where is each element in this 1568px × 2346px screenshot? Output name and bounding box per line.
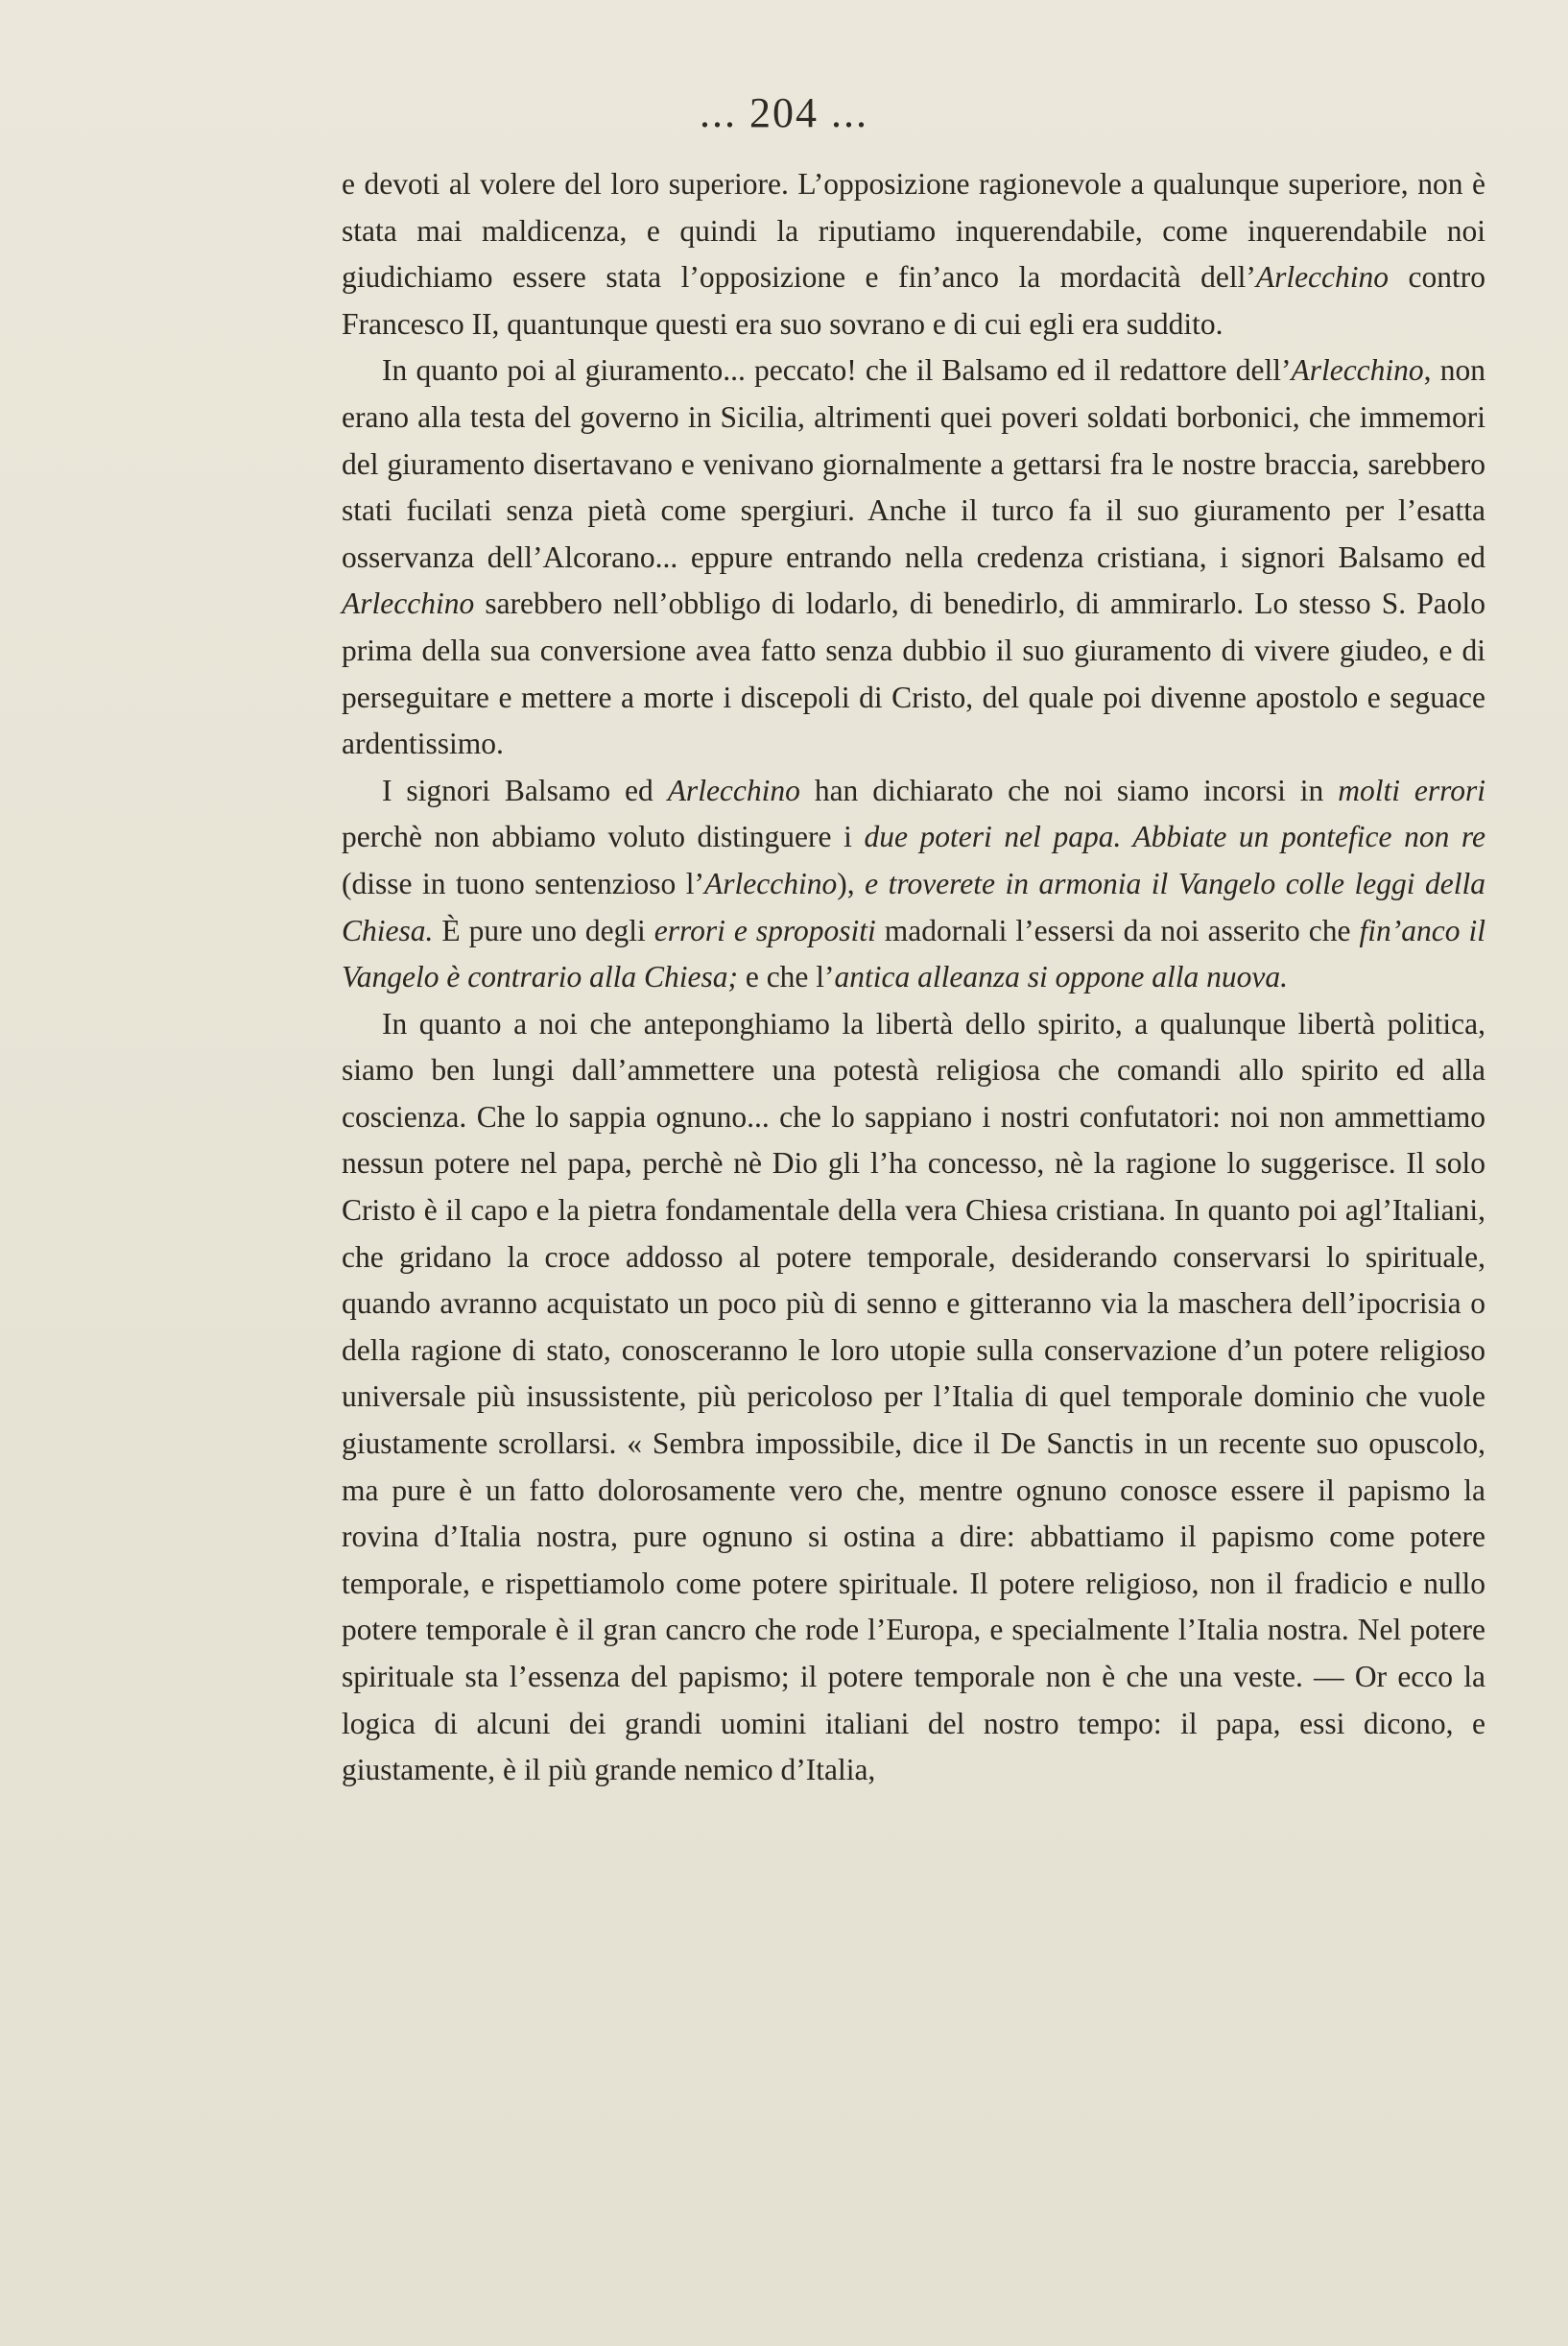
italic-text: errori e spropositi [653, 913, 876, 947]
text-run: I signori Balsamo ed [382, 773, 668, 807]
italic-text: Arlecchino [1255, 260, 1390, 295]
text-run: È pure uno degli [433, 913, 654, 947]
italic-text: molti errori [1338, 773, 1485, 807]
text-run: contro Francesco II, quantunque questi era suo sovrano e di cui egli era suddito. [342, 260, 1485, 341]
text-run: , non erano alla testa del governo in Sicilia, altrimenti quei poveri soldati borbonici, che immemori del giuramento disertavano e venivano giornalmente a gettarsi fra le nostre braccia, sarebbero stati fucilati senza pietà come spergiuri. Anche il turco fa il suo giuramento per l’esatta osservanza dell’Alcorano... eppure entrando nella credenza cristiana, i signori Balsamo ed [342, 353, 1485, 574]
italic-text: Arlecchino [704, 866, 838, 900]
italic-text: due poteri nel papa. Abbiate un pontefice non re [864, 820, 1485, 854]
text-run: e devoti al volere del loro superiore. L’opposizione ragionevole a qualunque superiore, non è stata mai maldicenza, e quindi la riputiamo inquerendabile, come inquerendabile noi giudichiamo essere stata l’opposizione e fin’anco la mordacità dell’ [342, 167, 1485, 295]
paragraph [342, 161, 1485, 347]
text-run: ), [837, 866, 866, 900]
text-run: e che l’ [737, 960, 835, 994]
italic-text: fin’anco il Vangelo è contrario alla Chiesa; [342, 913, 1485, 994]
italic-text: antica alleanza si oppone alla nuova. [834, 960, 1288, 994]
text-run: (disse in tuono sentenzioso l’ [342, 866, 705, 900]
paragraph [342, 1001, 1485, 1794]
italic-text: Arlecchino [342, 586, 475, 621]
text-run: madornali l’essersi da noi asserito che [875, 913, 1360, 947]
text-run: sarebbero nell’obbligo di lodarlo, di benedirlo, di ammirarlo. Lo stesso S. Paolo prima della sua conversione avea fatto senza dubbio il suo giuramento di vivere giudeo, e di perseguitare e mettere a morte i discepoli di Cristo, del quale poi divenne apostolo e seguace ardentissimo. [342, 586, 1485, 761]
text-run: In quanto poi al giuramento... peccato! che il Balsamo ed il redattore dell’ [382, 353, 1292, 388]
text-run: han dichiarato che noi siamo incorsi in [799, 773, 1339, 807]
page-number: ... 204 ... [700, 89, 868, 136]
italic-text: e troverete in armonia il Vangelo colle leggi della Chiesa. [342, 866, 1485, 947]
italic-text: Arlecchino [667, 773, 800, 807]
paragraph [342, 768, 1485, 1001]
text-run: In quanto a noi che anteponghiamo la libertà dello spirito, a qualunque libertà politica, siamo ben lungi dall’ammettere una potestà religiosa che comandi allo spirito ed alla coscienza. Che lo sappia ognuno... che lo sappiano i nostri confutatori: noi non ammettiamo nessun potere nel papa, perchè nè Dio gli l’ha concesso, nè la ragione lo suggerisce. Il solo Cristo è il capo e la pietra fondamentale della vera Chiesa cristiana. In quanto poi agl’Italiani, che gridano la croce addosso al potere temporale, desiderando conservarsi lo spirituale, quando avranno acquistato un poco più di senno e gitteranno via la maschera dell’ipocrisia o della ragione di stato, conosceranno le loro utopie sulla conservazione d’un potere religioso universale più insussistente, più pericoloso per l’Italia di quel temporale dominio che vuole giustamente scrollarsi. « Sembra impossibile, dice il De Sanctis in un recente suo opuscolo, ma pure è un fatto dolorosamente vero che, mentre ognuno conosce essere il papismo la rovina d’Italia nostra, pure ognuno si ostina a dire: abbattiamo il papismo come potere temporale, e rispettiamolo come potere spirituale. Il potere religioso, non il fradicio e nullo potere temporale è il gran cancro che rode l’Europa, e specialmente l’Italia nostra. Nel potere spirituale sta l’essenza del papismo; il potere temporale non è che una veste. — Or ecco la logica di alcuni dei grandi uomini italiani del nostro tempo: il papa, essi dicono, e giustamente, è il più grande nemico d’Italia, [342, 1006, 1485, 1787]
body-text [342, 161, 1485, 1794]
text-run: perchè non abbiamo voluto distinguere i [342, 820, 865, 854]
paragraph [342, 347, 1485, 767]
italic-text: Arlecchino [1291, 353, 1424, 388]
